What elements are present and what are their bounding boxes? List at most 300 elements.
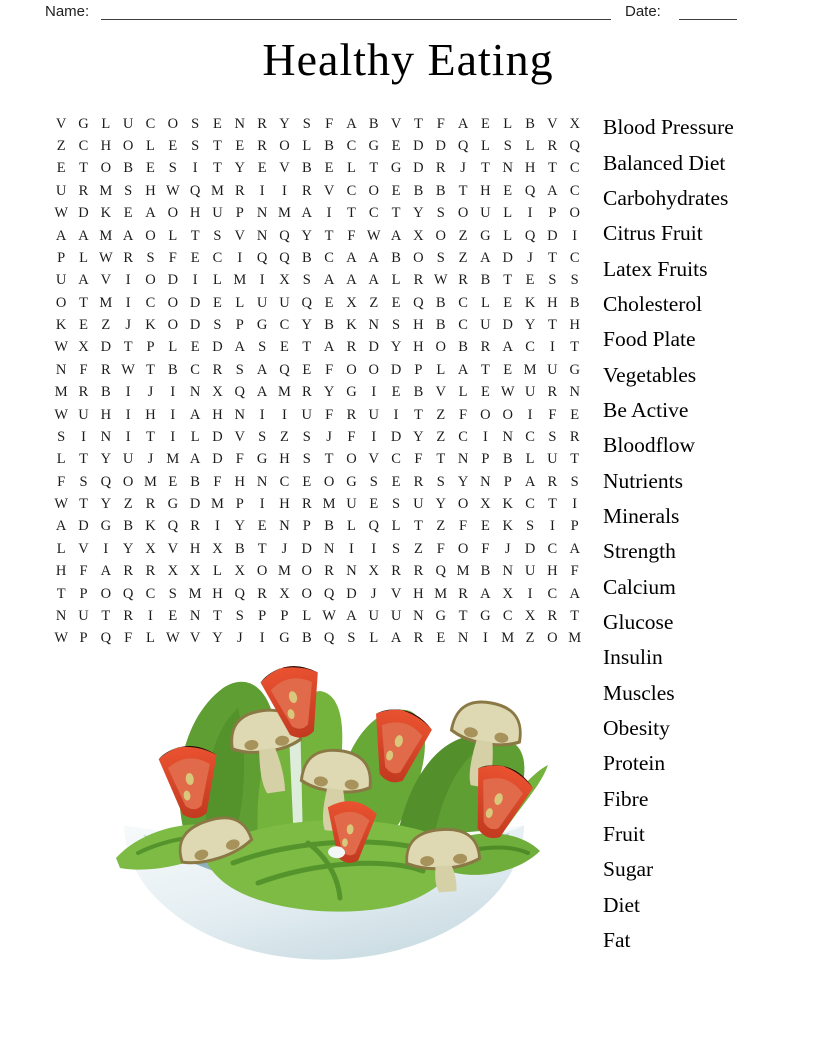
grid-letter: Q xyxy=(413,294,424,311)
grid-letter: O xyxy=(457,540,469,557)
grid-letter: M xyxy=(166,451,180,468)
grid-letter: M xyxy=(144,473,157,490)
grid-letter: Y xyxy=(323,384,335,401)
grid-letter: D xyxy=(189,496,201,513)
grid-letter: E xyxy=(190,249,200,266)
grid-letter: B xyxy=(480,272,491,289)
grid-letter: H xyxy=(145,182,156,199)
grid-letter: S xyxy=(436,205,445,222)
grid-letter: P xyxy=(79,585,88,602)
grid-letter: S xyxy=(369,473,378,490)
grid-letter: E xyxy=(257,160,267,177)
grid-letter: U xyxy=(368,406,379,423)
grid-letter: C xyxy=(145,585,156,602)
grid-letter: L xyxy=(213,563,222,580)
grid-letter: V xyxy=(55,115,67,132)
grid-letter: R xyxy=(391,563,401,580)
grid-letter: C xyxy=(190,361,200,378)
grid-letter: C xyxy=(458,317,468,334)
grid-letter: X xyxy=(189,563,201,580)
grid-letter: B xyxy=(435,294,446,311)
grid-letter: N xyxy=(480,473,491,490)
grid-letter: B xyxy=(525,115,535,132)
grid-letter: P xyxy=(258,607,267,624)
grid-letter: T xyxy=(213,138,222,155)
grid-letter: I xyxy=(527,205,533,222)
grid-letter: J xyxy=(281,540,288,557)
grid-letter: N xyxy=(457,451,469,468)
grid-letter: S xyxy=(168,585,177,602)
grid-letter: Q xyxy=(256,249,268,266)
grid-letter: D xyxy=(189,294,201,311)
grid-letter: E xyxy=(190,339,200,356)
grid-letter: C xyxy=(547,540,558,557)
grid-letter: E xyxy=(480,115,490,132)
grid-letter: I xyxy=(259,272,265,289)
grid-letter: F xyxy=(481,540,490,557)
grid-letter: X xyxy=(279,585,290,602)
grid-letter: B xyxy=(301,249,312,266)
grid-letter: K xyxy=(55,317,67,334)
grid-letter: Z xyxy=(436,428,446,445)
grid-letter: O xyxy=(502,406,513,423)
grid-letter: X xyxy=(413,227,424,244)
grid-letter: P xyxy=(302,518,311,535)
grid-letter: H xyxy=(547,563,558,580)
grid-letter: R xyxy=(123,607,133,624)
grid-letter: T xyxy=(436,451,446,468)
grid-letter: L xyxy=(213,272,222,289)
grid-letter: G xyxy=(279,630,290,647)
grid-letter: M xyxy=(434,585,448,602)
grid-letter: A xyxy=(323,272,335,289)
grid-letter: L xyxy=(480,294,490,311)
grid-letter: O xyxy=(346,451,357,468)
grid-letter: E xyxy=(480,518,490,535)
grid-letter: S xyxy=(191,115,200,132)
grid-letter: I xyxy=(103,540,109,557)
grid-letter: I xyxy=(192,272,198,289)
page-title: Healthy Eating xyxy=(262,34,554,85)
grid-letter: E xyxy=(570,406,580,423)
grid-letter: M xyxy=(501,630,515,647)
grid-letter: A xyxy=(256,361,268,378)
grid-letter: E xyxy=(324,160,334,177)
grid-letter: E xyxy=(503,294,513,311)
grid-letter: D xyxy=(524,540,536,557)
grid-letter: R xyxy=(301,496,312,513)
grid-letter: C xyxy=(279,317,290,334)
grid-letter: S xyxy=(436,473,445,490)
grid-letter: W xyxy=(366,227,381,244)
grid-letter: F xyxy=(325,115,334,132)
grid-letter: F xyxy=(213,473,222,490)
grid-letter: Q xyxy=(279,227,290,244)
grid-letter: O xyxy=(167,205,179,222)
grid-letter: E xyxy=(168,473,178,490)
grid-letter: J xyxy=(504,540,511,557)
word-list-item: Obesity xyxy=(603,716,670,741)
grid-letter: T xyxy=(79,294,88,311)
grid-letter: R xyxy=(569,428,580,445)
grid-letter: A xyxy=(55,518,67,535)
grid-letter: T xyxy=(56,585,66,602)
grid-letter: T xyxy=(257,540,267,557)
grid-letter: E xyxy=(369,496,379,513)
grid-letter: U xyxy=(55,272,67,289)
grid-letter: M xyxy=(54,384,68,401)
grid-letter: B xyxy=(391,249,401,266)
grid-letter: I xyxy=(482,428,488,445)
grid-letter: Z xyxy=(436,518,446,535)
grid-letter: Y xyxy=(413,205,424,222)
grid-letter: U xyxy=(480,317,491,334)
grid-letter: V xyxy=(78,540,89,557)
grid-letter: S xyxy=(302,428,311,445)
grid-letter: P xyxy=(414,361,423,378)
grid-letter: D xyxy=(346,585,357,602)
grid-letter: D xyxy=(502,249,513,266)
grid-letter: T xyxy=(324,451,334,468)
grid-letter: Z xyxy=(56,138,66,155)
grid-letter: C xyxy=(324,249,334,266)
word-list-item: Strength xyxy=(603,539,676,564)
grid-letter: V xyxy=(234,428,246,445)
grid-letter: U xyxy=(390,607,402,624)
grid-letter: Q xyxy=(457,138,469,155)
grid-letter: O xyxy=(569,205,580,222)
grid-letter: S xyxy=(302,272,311,289)
grid-letter: N xyxy=(502,160,513,177)
grid-letter: U xyxy=(413,496,424,513)
grid-letter: I xyxy=(148,607,153,624)
grid-letter: A xyxy=(390,227,402,244)
grid-letter: G xyxy=(78,115,89,132)
grid-letter: R xyxy=(458,585,468,602)
grid-letter: E xyxy=(391,473,401,490)
grid-letter: L xyxy=(391,272,401,289)
grid-letter: Z xyxy=(280,428,289,445)
grid-letter: G xyxy=(346,384,357,401)
grid-letter: T xyxy=(570,607,580,624)
grid-letter: A xyxy=(100,563,112,580)
grid-letter: C xyxy=(346,138,357,155)
grid-letter: O xyxy=(100,585,112,602)
grid-letter: A xyxy=(547,182,558,199)
grid-letter: X xyxy=(167,563,179,580)
grid-letter: K xyxy=(524,294,536,311)
grid-letter: F xyxy=(347,227,356,244)
grid-letter: L xyxy=(168,339,178,356)
grid-letter: E xyxy=(123,205,133,222)
grid-letter: R xyxy=(100,361,111,378)
grid-letter: J xyxy=(236,630,243,647)
grid-letter: U xyxy=(122,115,134,132)
grid-letter: Q xyxy=(368,518,379,535)
grid-letter: N xyxy=(189,607,201,624)
grid-letter: H xyxy=(100,406,112,423)
grid-letter: A xyxy=(189,406,201,423)
grid-letter: B xyxy=(502,451,513,468)
grid-letter: H xyxy=(413,317,424,334)
grid-letter: H xyxy=(569,317,580,334)
grid-letter: V xyxy=(323,182,335,199)
grid-letter: X xyxy=(279,272,290,289)
grid-letter: C xyxy=(525,428,535,445)
grid-letter: Y xyxy=(301,227,313,244)
grid-letter: D xyxy=(301,540,313,557)
word-list-item: Calcium xyxy=(603,574,676,599)
word-list-item: Be Active xyxy=(603,397,689,422)
grid-letter: F xyxy=(79,563,88,580)
grid-letter: Q xyxy=(122,585,134,602)
grid-letter: D xyxy=(167,272,179,289)
grid-letter: B xyxy=(435,317,446,334)
grid-letter: M xyxy=(523,361,537,378)
grid-letter: I xyxy=(371,384,377,401)
grid-letter: E xyxy=(324,294,334,311)
grid-letter: S xyxy=(548,272,557,289)
word-list-item: Sugar xyxy=(603,857,654,882)
grid-letter: T xyxy=(369,160,379,177)
grid-letter: B xyxy=(190,473,200,490)
grid-letter: V xyxy=(167,540,179,557)
grid-letter: H xyxy=(189,205,201,222)
grid-letter: S xyxy=(503,138,512,155)
grid-letter: U xyxy=(368,607,379,624)
grid-letter: F xyxy=(79,361,88,378)
grid-letter: R xyxy=(547,473,558,490)
grid-letter: T xyxy=(547,496,557,513)
grid-letter: P xyxy=(548,205,557,222)
word-list-item: Muscles xyxy=(603,680,675,705)
grid-letter: B xyxy=(301,160,312,177)
grid-letter: T xyxy=(79,160,88,177)
grid-letter: U xyxy=(78,607,89,624)
grid-letter: O xyxy=(435,339,446,356)
grid-letter: V xyxy=(279,160,290,177)
grid-letter: Y xyxy=(301,317,313,334)
grid-letter: Y xyxy=(100,451,112,468)
grid-letter: J xyxy=(147,384,154,401)
grid-letter: G xyxy=(480,227,491,244)
grid-letter: H xyxy=(279,496,290,513)
grid-letter: T xyxy=(146,428,155,445)
grid-letter: F xyxy=(436,115,445,132)
grid-letter: H xyxy=(547,294,558,311)
grid-letter: I xyxy=(170,428,176,445)
grid-letter: P xyxy=(280,607,289,624)
grid-letter: C xyxy=(569,249,580,266)
grid-letter: E xyxy=(213,294,222,311)
grid-letter: C xyxy=(569,182,580,199)
word-list-item: Nutrients xyxy=(603,468,684,493)
grid-letter: N xyxy=(502,428,513,445)
grid-letter: N xyxy=(502,563,513,580)
grid-letter: L xyxy=(347,160,356,177)
grid-letter: H xyxy=(279,451,290,468)
grid-letter: K xyxy=(346,317,357,334)
grid-letter: Q xyxy=(189,182,201,199)
grid-letter: O xyxy=(547,630,558,647)
grid-letter: T xyxy=(213,607,222,624)
grid-letter: D xyxy=(78,205,89,222)
grid-letter: O xyxy=(435,227,446,244)
grid-letter: T xyxy=(302,339,312,356)
grid-letter: U xyxy=(524,563,536,580)
word-list xyxy=(603,110,734,958)
grid-letter: Z xyxy=(369,294,379,311)
grid-letter: R xyxy=(123,249,133,266)
grid-letter: T xyxy=(391,205,401,222)
grid-letter: N xyxy=(234,406,246,423)
grid-letter: N xyxy=(323,540,335,557)
grid-letter: B xyxy=(167,361,178,378)
grid-letter: M xyxy=(277,384,291,401)
grid-letter: A xyxy=(569,585,580,602)
grid-letter: V xyxy=(189,630,201,647)
grid-letter: V xyxy=(390,115,402,132)
grid-letter: G xyxy=(256,317,268,334)
grid-letter: X xyxy=(212,384,223,401)
grid-letter: D xyxy=(547,227,558,244)
grid-letter: Z xyxy=(413,540,423,557)
grid-letter: Y xyxy=(390,339,402,356)
grid-letter: R xyxy=(301,384,312,401)
grid-letter: F xyxy=(459,518,468,535)
grid-letter: H xyxy=(212,585,223,602)
grid-letter: I xyxy=(259,630,265,647)
grid-letter: U xyxy=(256,294,268,311)
word-list-item: Glucose xyxy=(603,609,674,634)
grid-letter: S xyxy=(168,160,177,177)
grid-letter: H xyxy=(413,585,424,602)
grid-letter: I xyxy=(259,182,265,199)
grid-letter: Q xyxy=(524,227,536,244)
grid-letter: I xyxy=(572,496,578,513)
grid-letter: O xyxy=(55,294,67,311)
grid-letter: P xyxy=(235,205,244,222)
grid-letter: E xyxy=(168,138,178,155)
grid-letter: T xyxy=(413,115,423,132)
grid-letter: A xyxy=(122,227,134,244)
grid-letter: S xyxy=(79,473,88,490)
grid-letter: Q xyxy=(524,182,536,199)
grid-letter: L xyxy=(369,630,379,647)
grid-letter: X xyxy=(346,294,357,311)
grid-letter: R xyxy=(234,182,245,199)
grid-letter: M xyxy=(568,630,582,647)
grid-letter: D xyxy=(212,428,223,445)
date-label: Date: xyxy=(625,3,661,20)
grid-letter: C xyxy=(391,451,401,468)
grid-letter: D xyxy=(413,160,424,177)
grid-letter: B xyxy=(123,518,133,535)
grid-letter: W xyxy=(54,205,68,222)
grid-letter: A xyxy=(78,272,89,289)
grid-letter: T xyxy=(347,205,356,222)
grid-letter: B xyxy=(480,563,491,580)
grid-letter: H xyxy=(189,540,201,557)
grid-letter: D xyxy=(212,451,223,468)
grid-letter: H xyxy=(100,138,112,155)
word-list-item: Protein xyxy=(603,751,666,776)
grid-letter: E xyxy=(503,182,513,199)
grid-letter: H xyxy=(145,406,156,423)
grid-letter: T xyxy=(324,227,334,244)
grid-letter: Q xyxy=(167,518,179,535)
grid-letter: F xyxy=(459,406,468,423)
grid-letter: C xyxy=(78,138,89,155)
grid-letter: A xyxy=(55,227,67,244)
grid-letter: P xyxy=(503,473,512,490)
grid-letter: V xyxy=(435,384,446,401)
grid-letter: I xyxy=(393,406,399,423)
grid-letter: I xyxy=(527,585,533,602)
grid-letter: E xyxy=(213,115,222,132)
grid-letter: U xyxy=(547,361,558,378)
grid-letter: M xyxy=(99,182,113,199)
grid-letter: C xyxy=(458,294,468,311)
grid-letter: B xyxy=(435,182,446,199)
grid-letter: H xyxy=(234,473,246,490)
grid-letter: T xyxy=(547,160,557,177)
grid-letter: K xyxy=(145,518,156,535)
grid-letter: P xyxy=(235,317,244,334)
grid-letter: J xyxy=(326,428,332,445)
grid-letter: Y xyxy=(234,518,246,535)
grid-letter: L xyxy=(436,361,446,378)
grid-letter: Q xyxy=(100,473,112,490)
grid-letter: V xyxy=(234,227,246,244)
grid-letter: S xyxy=(302,451,311,468)
grid-letter: O xyxy=(145,272,156,289)
grid-letter: R xyxy=(324,563,334,580)
grid-letter: R xyxy=(78,384,89,401)
grid-letter: O xyxy=(301,563,313,580)
grid-letter: Q xyxy=(301,294,313,311)
word-list-item: Balanced Diet xyxy=(603,150,726,175)
grid-letter: E xyxy=(436,630,446,647)
grid-letter: C xyxy=(145,115,156,132)
grid-letter: H xyxy=(55,563,67,580)
grid-letter: S xyxy=(526,518,535,535)
grid-letter: L xyxy=(391,518,401,535)
grid-letter: I xyxy=(125,428,131,445)
grid-letter: S xyxy=(392,317,401,334)
grid-letter: T xyxy=(547,317,557,334)
grid-letter: W xyxy=(121,361,135,378)
grid-letter: L xyxy=(79,249,88,266)
grid-letter: E xyxy=(503,361,513,378)
grid-letter: R xyxy=(257,138,267,155)
grid-letter: T xyxy=(458,607,468,624)
grid-letter: A xyxy=(346,249,357,266)
grid-letter: A xyxy=(145,205,156,222)
grid-letter: X xyxy=(502,585,513,602)
grid-letter: R xyxy=(413,473,424,490)
grid-letter: I xyxy=(215,518,220,535)
grid-letter: L xyxy=(302,138,312,155)
grid-letter: B xyxy=(368,115,379,132)
grid-letter: A xyxy=(189,451,201,468)
grid-letter: I xyxy=(549,518,555,535)
grid-letter: S xyxy=(302,115,311,132)
grid-letter: I xyxy=(237,249,243,266)
grid-letter: V xyxy=(100,272,112,289)
date-blank-line xyxy=(679,19,737,20)
grid-letter: Q xyxy=(569,138,580,155)
